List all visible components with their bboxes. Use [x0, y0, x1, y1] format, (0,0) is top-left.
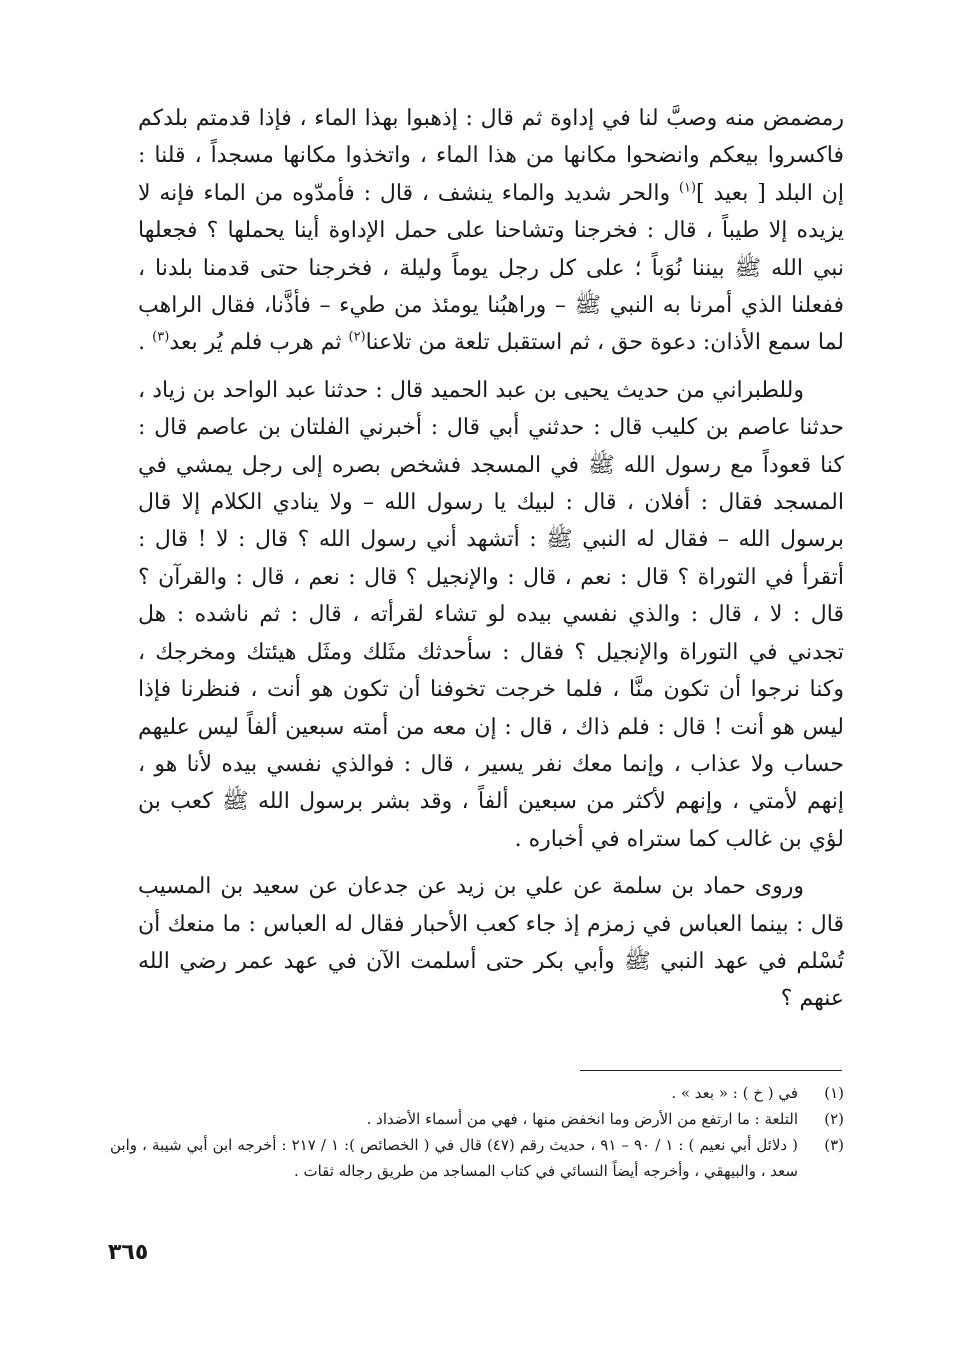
footnote-ref-3: (٣): [152, 330, 170, 346]
footnote-text: ( دلائل أبي نعيم ) : ١ / ٩٠ – ٩١ ، حديث رقم (٤٧) قال في ( الخصائص ): ١ / ٢١٧ : أخرجه ابن أبي شيبة ، وابن سعد ، والبيهقي ، وأخرجه أيضاً النسائي في كتاب المساجد من طريق رجاله ثقات .: [110, 1136, 798, 1180]
footnote-number: (٣): [824, 1136, 844, 1154]
main-text: [138, 100, 844, 1018]
footnote-ref-2: (٢): [348, 330, 366, 346]
paragraph-2: وللطبراني من حديث يحيى بن عبد الحميد قال : حدثنا عبد الواحد بن زياد ، حدثنا عاصم بن كليب قال : حدثني أبي قال : أخبرني الفلتان بن عاصم قال : كنا قعوداً مع رسول الله ﷺ في المسجد فشخص بصره إلى رجل يمشي في المسجد فقال : أفلان ، قال : لبيك يا رسول الله – ولا ينادي الكلام إلا قال برسول الله – فقال له النبي ﷺ : أتشهد أني رسول الله ؟ قال : لا ! قال : أتقرأ في التوراة ؟ قال : نعم ، قال : والإنجيل ؟ قال : نعم ، قال : والقرآن ؟ قال : لا ، قال : والذي نفسي بيده لو تشاء لقرأته ، قال : ثم ناشده : هل تجدني في التوراة والإنجيل ؟ فقال : سأحدثك مثَلك ومثَل هيئتك ومخرجك ، وكنا نرجوا أن تكون منَّا ، فلما خرجت تخوفنا أن تكون هو أنت ، فنظرنا فإذا ليس هو أنت ! قال : فلم ذاك ، قال : إن معه من أمته سبعين ألفاً ليس عليهم حساب ولا عذاب ، وإنما معك نفر يسير ، قال : فوالذي نفسي بيده لأنا هو ، إنهم لأمتي ، وإنهم لأكثر من سبعين ألفاً ، وقد بشر برسول الله ﷺ كعب بن لؤي بن غالب كما ستراه في أخباره .: [138, 377, 844, 852]
footnote-text: التلعة : ما ارتفع من الأرض وما انخفض منها ، فهي من أسماء الأضداد .: [366, 1110, 798, 1128]
footnote-3: [110, 1132, 844, 1184]
paragraph-1-part-1: رمضمض منه وصبَّ لنا في إداوة ثم قال : إذهبوا بهذا الماء ، فإذا قدمتم بلدكم فاكسروا بيعكم وانضحوا مكانها من هذا الماء ، واتخذوا مكانها مسجداً ، قلنا : إن البلد [ بعيد ]: [138, 106, 844, 206]
paragraph-1-part-2: والحر شديد والماء ينشف ، قال : فأمدّوه من الماء فإنه لا يزيده إلا طيباً ، قال : فخرجنا وتشاحنا على حمل الإداوة أينا يحملها ؟ فجعلها نبي الله ﷺ بيننا نُوَباً ؛ على كل رجل يوماً وليلة ، فخرجنا حتى قدمنا بلدنا ، ففعلنا الذي أمرنا به النبي ﷺ – وراهبُنا يومئذ من طيء – فأذَّنا، فقال الراهب لما سمع الأذان: دعوة حق ، ثم استقبل تلعة من تلاعنا: [138, 180, 844, 356]
footnote-number: (١): [824, 1084, 844, 1102]
footnote-text: في ( خ ) : « بعد » .: [671, 1084, 798, 1102]
footnote-number: (٢): [824, 1110, 844, 1128]
footnote-divider: [580, 1070, 842, 1071]
paragraph-1-part-3: ثم هرب فلم يُر بعد: [169, 330, 349, 356]
footnote-ref-1: (١): [678, 180, 697, 196]
footnote-2: [110, 1106, 844, 1132]
footnotes: [110, 1080, 844, 1184]
paragraph-1-part-4: .: [138, 330, 153, 356]
footnote-1: [110, 1080, 844, 1106]
paragraph-1: [138, 100, 844, 362]
paragraph-3: وروى حماد بن سلمة عن علي بن زيد عن جدعان عن سعيد بن المسيب قال : بينما العباس في زمزم إذ جاء كعب الأحبار فقال له العباس : ما منعك أن تُسْلم في عهد النبي ﷺ وأبي بكر حتى أسلمت الآن في عهد عمر رضي الله عنهم ؟: [138, 874, 844, 1012]
page-number: ٣٦٥: [108, 1240, 149, 1265]
